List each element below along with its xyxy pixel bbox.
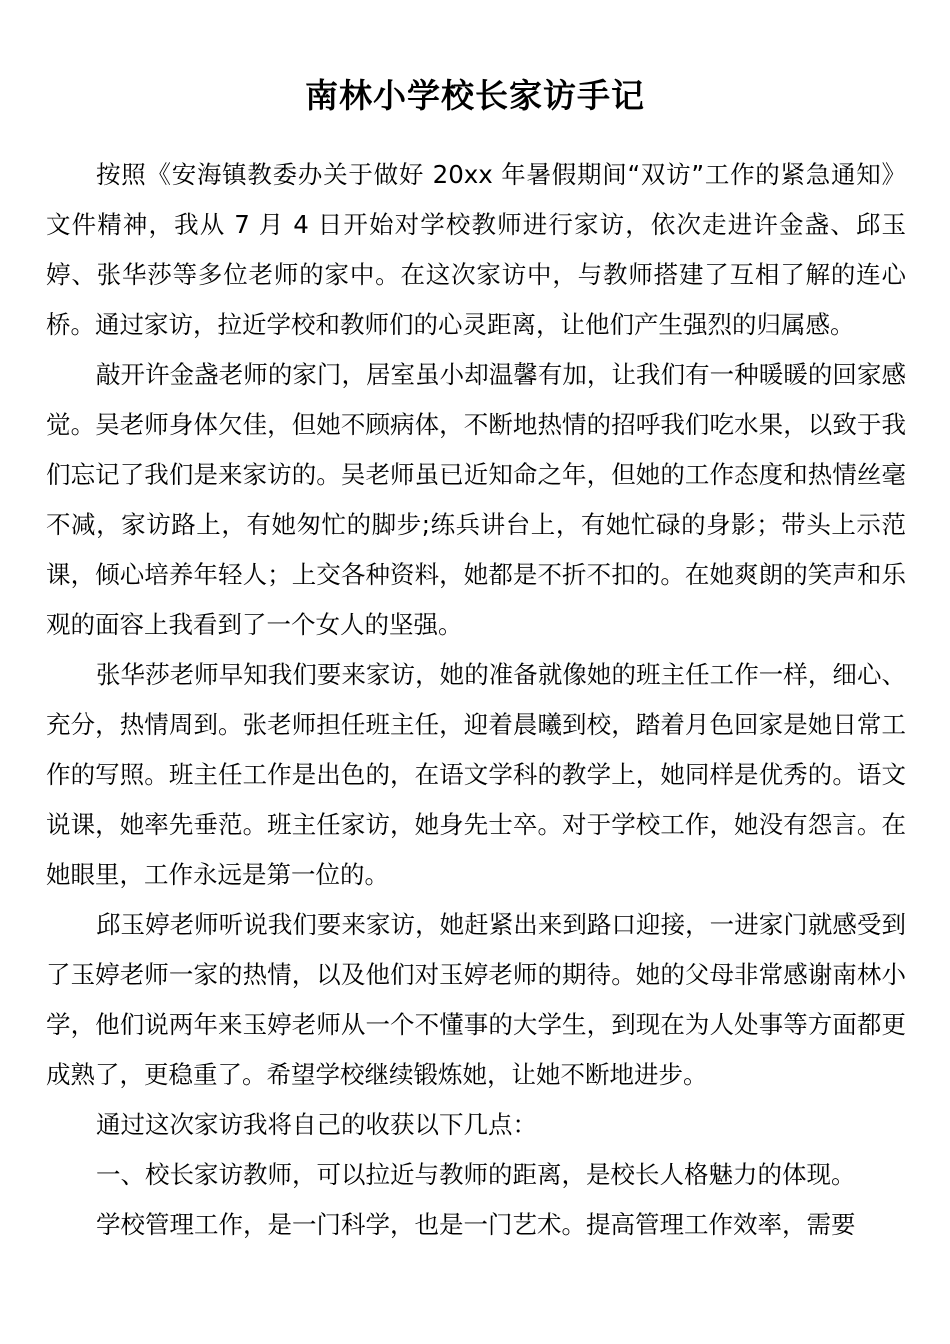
paragraph-xu-jinzhan: 敲开许金盏老师的家门，居室虽小却温馨有加，让我们有一种暖暖的回家感觉。吴老师身体欠佳，但她不顾病体，不断地热情的招呼我们吃水果，以致于我们忘记了我们是来家访的。吴老师虽已近知命之年，但她的工作态度和热情丝毫不减，家访路上，有她匆忙的脚步;练兵讲台上，有她忙碌的身影；带头上示范课，倾心培养年轻人；上交各种资料，她都是不折不扣的。在她爽朗的笑声和乐观的面容上我看到了一个女人的坚强。 xyxy=(46,360,906,639)
paragraph-qiu-yuting: 邱玉婷老师听说我们要来家访，她赶紧出来到路口迎接，一进家门就感受到了玉婷老师一家的热情，以及他们对玉婷老师的期待。她的父母非常感谢南林小学，他们说两年来玉婷老师从一个不懂事的大学生，到现在为人处事等方面都更成熟了，更稳重了。希望学校继续锻炼她，让她不断地进步。 xyxy=(46,910,906,1089)
section-heading-one: 一、校长家访教师，可以拉近与教师的距离，是校长人格魅力的体现。 xyxy=(96,1160,856,1189)
paragraph-summary-intro: 通过这次家访我将自己的收获以下几点： xyxy=(96,1110,537,1139)
paragraph-zhang-huasha: 张华莎老师早知我们要来家访，她的准备就像她的班主任工作一样，细心、充分，热情周到。张老师担任班主任，迎着晨曦到校，踏着月色回家是她日常工作的写照。班主任工作是出色的，在语文学科的教学上，她同样是优秀的。语文说课，她率先垂范。班主任家访，她身先士卒。对于学校工作，她没有怨言。在她眼里，工作永远是第一位的。 xyxy=(46,660,906,889)
paragraph-management: 学校管理工作，是一门科学，也是一门艺术。提高管理工作效率，需要 xyxy=(96,1210,856,1239)
document-body xyxy=(46,150,906,1250)
page-title: 南林小学校长家访手记 xyxy=(305,76,645,116)
paragraph-intro: 按照《安海镇教委办关于做好 20xx 年暑假期间“双访”工作的紧急通知》文件精神，我从 7 月 4 日开始对学校教师进行家访，依次走进许金盏、邱玉婷、张华莎等多位老师的家中。在这次家访中，与教师搭建了互相了解的连心桥。通过家访，拉近学校和教师们的心灵距离，让他们产生强烈的归属感。 xyxy=(46,160,906,339)
